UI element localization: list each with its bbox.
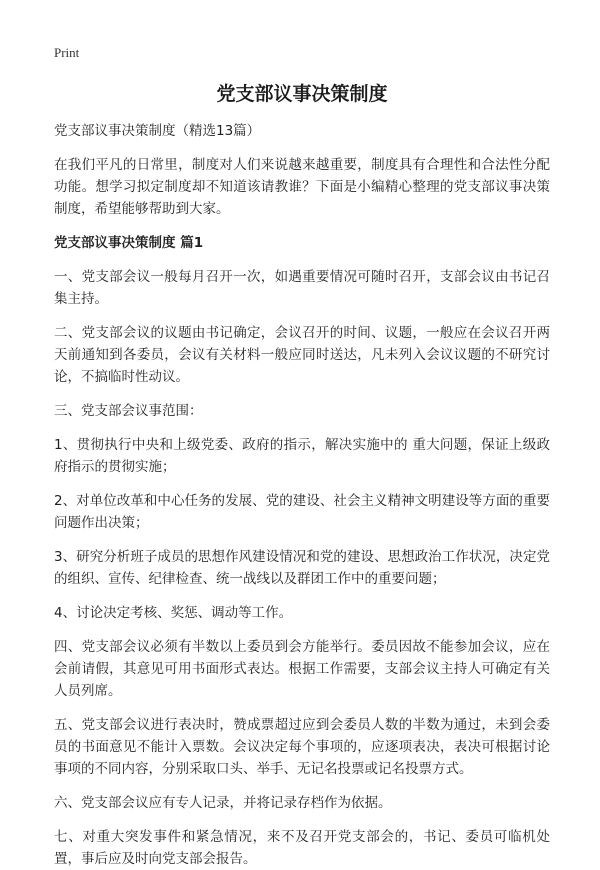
- paragraph-3: 三、党支部会议事范围：: [54, 403, 203, 419]
- paragraph-8: 四、党支部会议必须有半数以上委员到会方能举行。委员因故不能参加会议，应在会前请假，其意见可用书面形式表达。根据工作需要，支部会议主持人可确定有关人员列席。: [54, 639, 550, 699]
- paragraph-7: 4、讨论决定考核、奖惩、调动等工作。: [54, 605, 293, 621]
- paragraph-1: 一、党支部会议一般每月召开一次，如遇重要情况可随时召开，支部会议由书记召集主持。: [54, 269, 550, 307]
- document-subtitle: 党支部议事决策制度（精选13篇）: [54, 123, 261, 139]
- document-title: 党支部议事决策制度: [216, 83, 388, 105]
- paragraph-6: 3、研究分析班子成员的思想作风建设情况和党的建设、思想政治工作状况，决定党的组织、宣传、纪律检查、统一战线以及群团工作中的重要问题；: [54, 549, 550, 587]
- paragraph-9: 五、党支部会议进行表决时，赞成票超过应到会委员人数的半数为通过，未到会委员的书面意见不能计入票数。会议决定每个事项的，应逐项表决，表决可根据讨论事项的不同内容，分别采取口头、举手、无记名投票或记名投票方式。: [54, 717, 550, 777]
- paragraph-5: 2、对单位改革和中心任务的发展、党的建设、社会主义精神文明建设等方面的重要问题作出决策；: [54, 493, 550, 531]
- section-heading: 党支部议事决策制度 篇1: [54, 235, 204, 251]
- paragraph-2: 二、党支部会议的议题由书记确定，会议召开的时间、议题，一般应在会议召开两天前通知到各委员，会议有关材料一般应同时送达，凡未列入会议议题的不研究讨论，不搞临时性动议。: [54, 325, 550, 385]
- intro-paragraph: 在我们平凡的日常里，制度对人们来说越来越重要，制度具有合理性和合法性分配功能。想学习拟定制度却不知道该请教谁？下面是小编精心整理的党支部议事决策制度，希望能够帮助到大家。: [54, 157, 550, 217]
- paragraph-10: 六、党支部会议应有专人记录，并将记录存档作为依据。: [54, 795, 392, 811]
- print-label[interactable]: Print: [54, 45, 80, 60]
- paragraph-11: 七、对重大突发事件和紧急情况，来不及召开党支部会的，书记、委员可临机处置，事后应及时向党支部会报告。: [54, 829, 550, 867]
- paragraph-4: 1、贯彻执行中央和上级党委、政府的指示，解决实施中的 重大问题，保证上级政府指示的贯彻实施；: [54, 437, 550, 475]
